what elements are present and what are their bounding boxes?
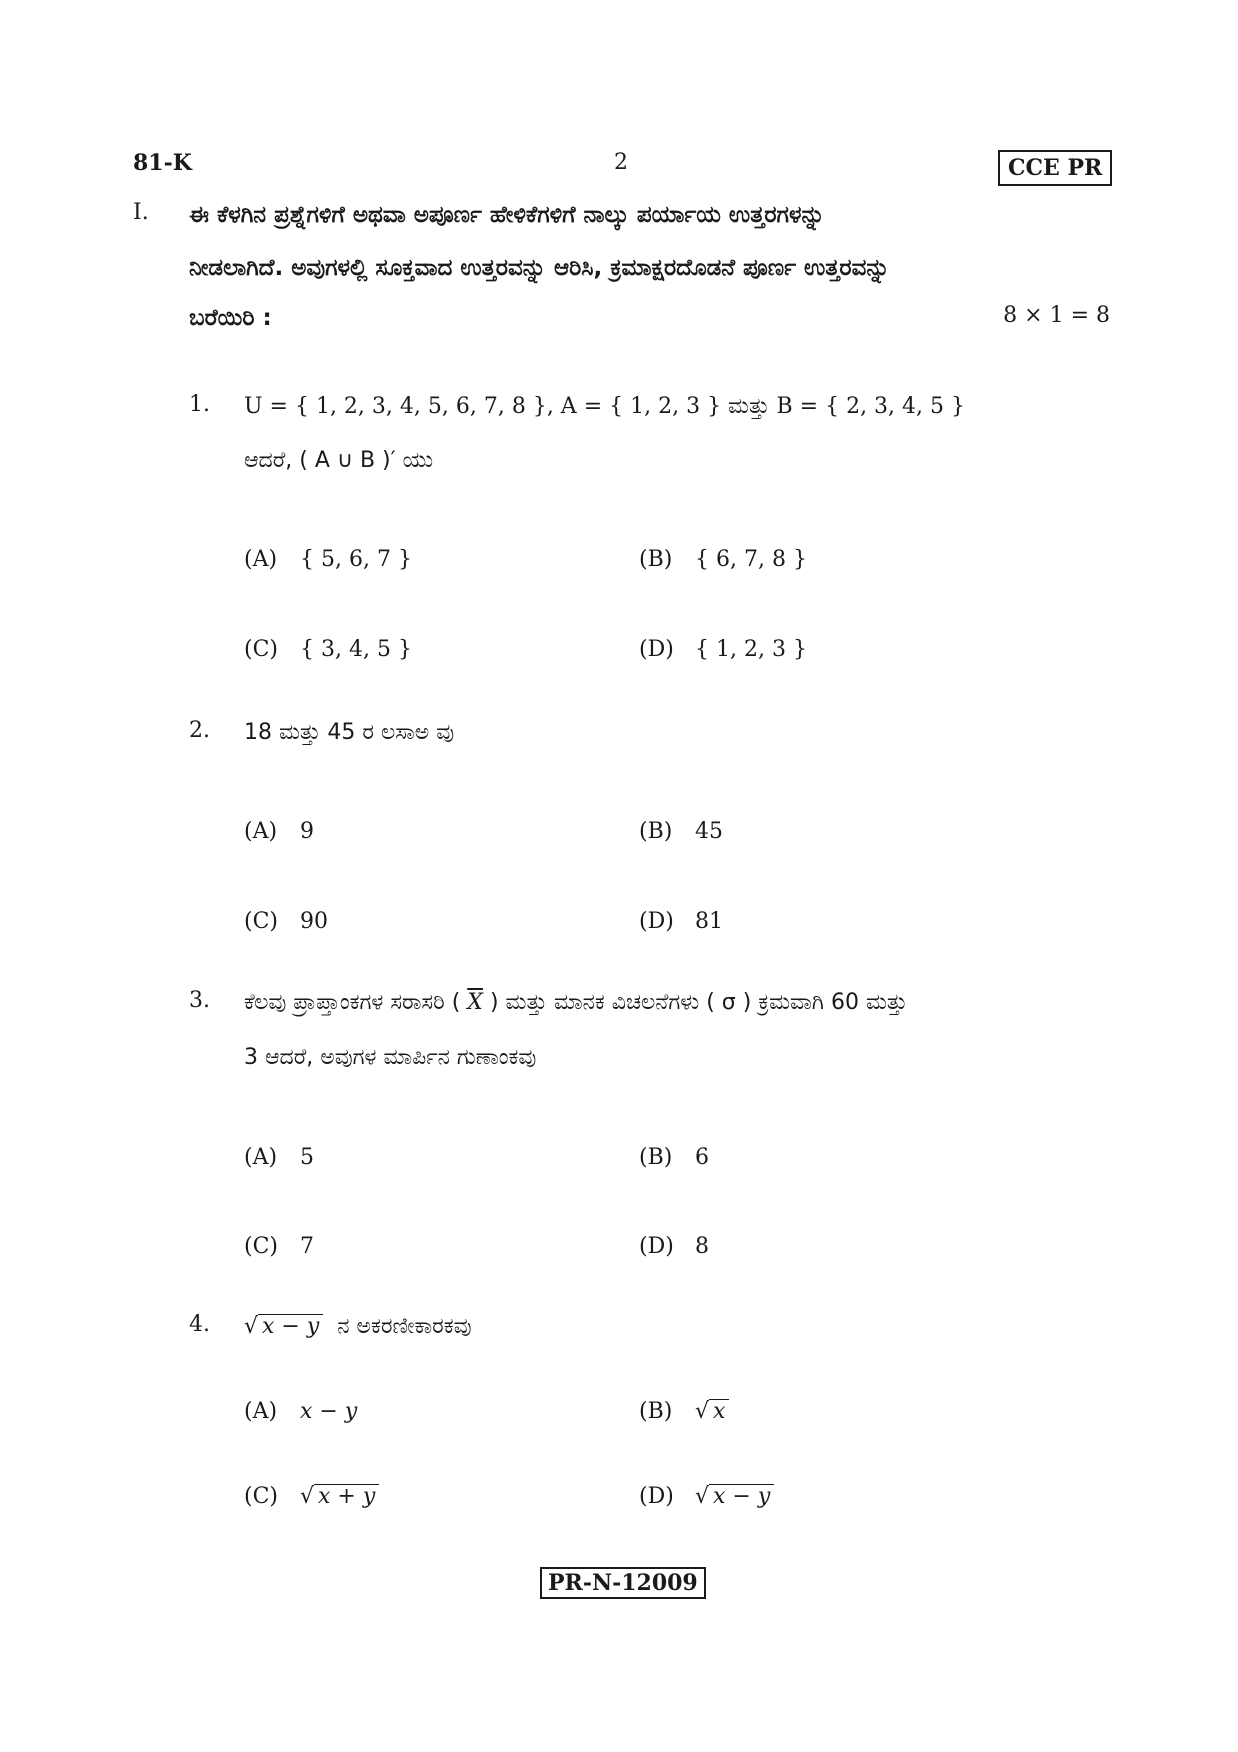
radical-sign: √ [695,1484,710,1509]
page-number: 2 [614,150,628,175]
option-label: (A) [244,819,278,844]
question-number: 2. [189,718,210,743]
option-value: x − y [300,1399,358,1424]
option-c [244,1232,314,1262]
radical-sign: √ [244,1314,259,1339]
option-value: x [709,1399,729,1424]
option-value: 9 [300,819,314,844]
question-number: 3. [189,988,210,1013]
option-a [244,545,412,575]
radical-sign: √ [300,1484,315,1509]
option-a [244,1397,357,1427]
question-text [244,988,1114,1018]
option-label: (B) [639,547,673,572]
question-text-cont: ಆದರೆ, ( A ∪ B )′ ಯು [244,448,434,473]
option-value: 81 [695,909,723,934]
question-text [244,1312,1114,1342]
instruction-line-3: ಬರೆಯಿರಿ : [189,305,272,331]
option-b [639,1397,729,1427]
option-a [244,1143,314,1173]
option-a [244,817,314,847]
option-value: x − y [709,1484,774,1509]
option-label: (B) [639,819,673,844]
option-value: x + y [314,1484,379,1509]
question-text: U = { 1, 2, 3, 4, 5, 6, 7, 8 }, A = { 1, 2, 3 } ಮತ್ತು B = { 2, 3, 4, 5 } [244,394,966,419]
option-value: { 6, 7, 8 } [695,547,807,572]
option-label: (C) [244,637,278,662]
option-label: (D) [639,909,674,934]
question-number: 4. [189,1312,210,1337]
option-label: (A) [244,547,278,572]
section-number: I. [133,200,149,225]
option-b [639,545,807,575]
option-label: (C) [244,1234,278,1259]
question-number: 1. [189,392,210,417]
option-d [639,907,723,937]
option-label: (B) [639,1145,673,1170]
option-label: (C) [244,1484,278,1509]
option-d [639,1482,774,1512]
option-label: (B) [639,1399,673,1424]
question-text-part: ) ಮತ್ತು ಮಾನಕ ವಿಚಲನೆಗಳು ( σ ) ಕ್ರಮವಾಗಿ 60 ಮತ್ತು [489,990,908,1015]
option-c [244,907,328,937]
option-b [639,817,723,847]
option-value: { 3, 4, 5 } [300,637,412,662]
series-box: CCE PR [998,150,1112,186]
paper-code: 81-K [133,150,192,176]
option-label: (D) [639,1484,674,1509]
option-label: (D) [639,1234,674,1259]
option-value: 6 [695,1145,709,1170]
option-c [244,635,412,665]
marks-allocation: 8 × 1 = 8 [1003,303,1110,328]
option-label: (D) [639,637,674,662]
option-label: (A) [244,1145,278,1170]
question-text-cont: 3 ಆದರೆ, ಅವುಗಳ ಮಾರ್ಪಿನ ಗುಣಾಂಕವು [244,1045,537,1070]
question-text-part: ನ ಅಕರಣೀಕಾರಕವು [337,1314,472,1339]
mean-symbol: $\overline{X}$ [467,990,483,1015]
radicand: x − y [258,1314,323,1339]
option-value: 8 [695,1234,709,1259]
option-value: 90 [300,909,328,934]
question-text: 18 ಮತ್ತು 45 ರ ಲಸಾಅ ವು [244,720,455,745]
option-c [244,1482,379,1512]
option-value: 5 [300,1145,314,1170]
option-value: 45 [695,819,723,844]
footer-code-box: PR-N-12009 [540,1567,706,1599]
option-value: { 1, 2, 3 } [695,637,807,662]
option-label: (C) [244,909,278,934]
option-d [639,1232,709,1262]
instruction-line-2: ನೀಡಲಾಗಿದೆ. ಅವುಗಳಲ್ಲಿ ಸೂಕ್ತವಾದ ಉತ್ತರವನ್ನು ಆರಿಸಿ, ಕ್ರಮಾಕ್ಷರದೊಡನೆ ಪೂರ್ಣ ಉತ್ತರವನ್ನು [189,255,890,281]
option-d [639,635,807,665]
radical-sign: √ [695,1399,710,1424]
option-value: { 5, 6, 7 } [300,547,412,572]
option-value: 7 [300,1234,314,1259]
option-b [639,1143,709,1173]
instruction-line-1: ಈ ಕೆಳಗಿನ ಪ್ರಶ್ನೆಗಳಿಗೆ ಅಥವಾ ಅಪೂರ್ಣ ಹೇಳಿಕೆಗಳಿಗೆ ನಾಲ್ಕು ಪರ್ಯಾಯ ಉತ್ತರಗಳನ್ನು [189,202,825,228]
question-text-part: ಕೆಲವು ಪ್ರಾಪ್ತಾಂಕಗಳ ಸರಾಸರಿ ( [244,990,461,1015]
option-label: (A) [244,1399,278,1424]
